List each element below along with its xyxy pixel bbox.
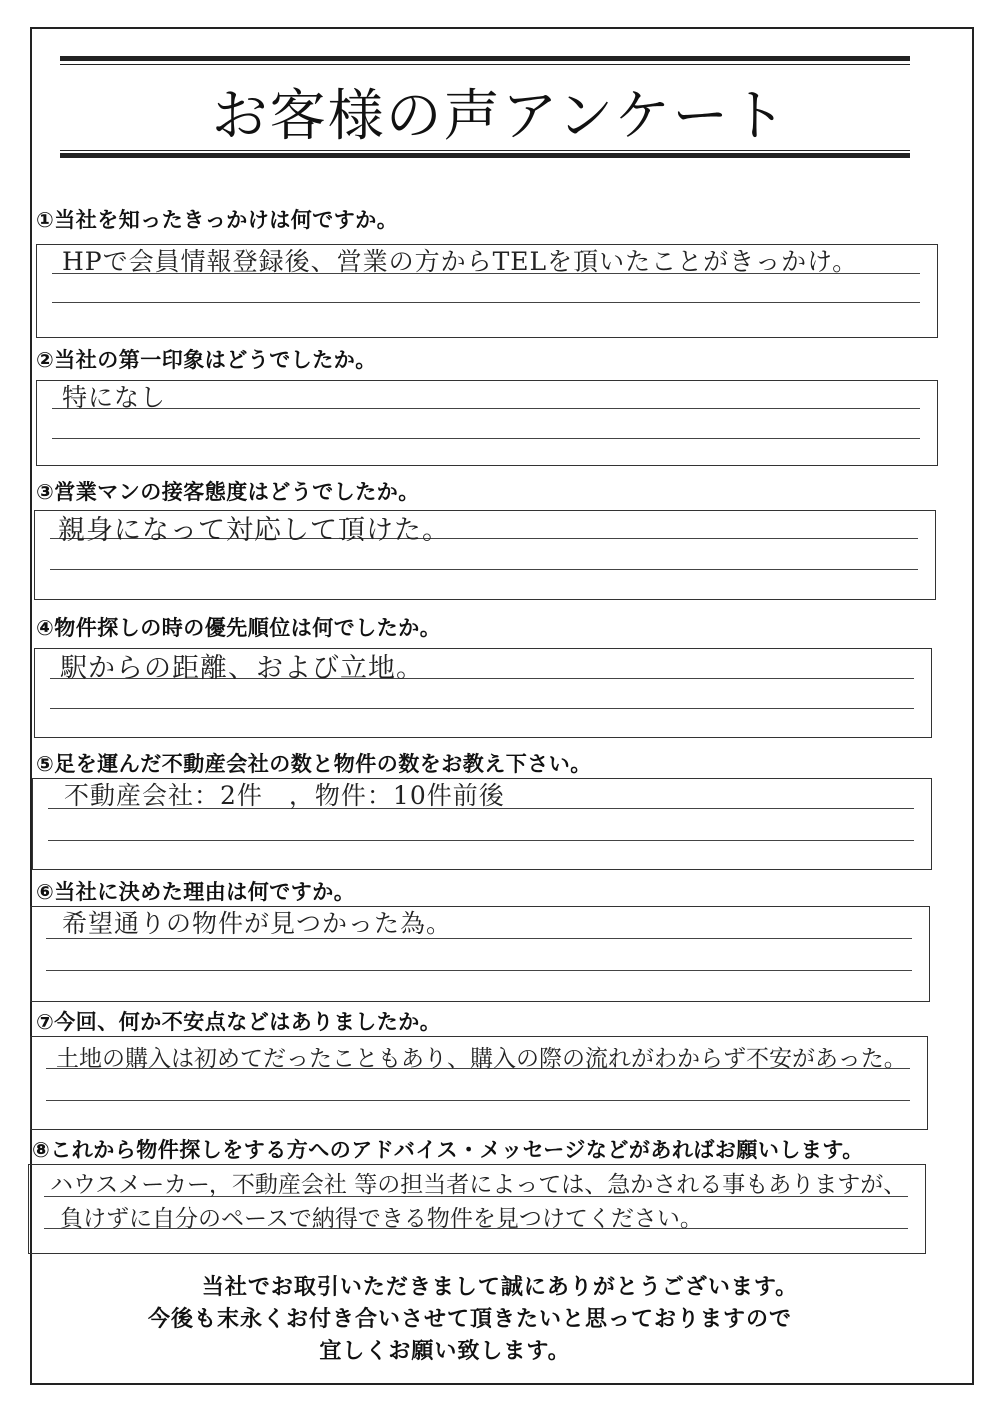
answer-rule	[52, 408, 920, 409]
answer-rule	[52, 302, 920, 303]
answer-rule	[50, 569, 918, 570]
question-6-label: ⑥当社に決めた理由は何ですか。	[36, 880, 356, 904]
answer-4-text: 駅からの距離、および立地。	[60, 653, 424, 684]
answer-6-text: 希望通りの物件が見つかった為。	[62, 909, 453, 938]
answer-rule	[48, 840, 914, 841]
question-4-label: ④物件探しの時の優先順位は何でしたか。	[36, 616, 442, 640]
question-5-label: ⑤足を運んだ不動産会社の数と物件の数をお教え下さい。	[36, 752, 592, 776]
answer-rule	[52, 438, 920, 439]
question-2-label: ②当社の第一印象はどうでしたか。	[36, 348, 377, 372]
answer-rule	[46, 970, 912, 971]
question-3-label: ③営業マンの接客態度はどうでしたか。	[36, 480, 420, 504]
title-rule-top	[60, 56, 910, 61]
title-rule-bottom	[60, 153, 910, 158]
title-rule-bottom-thin	[60, 150, 910, 151]
question-8-label: ⑧これから物件探しをする方へのアドバイス・メッセージなどがあればお願いします。	[32, 1138, 864, 1162]
closing-line-1: 当社でお取引いただきまして誠にありがとうございます。	[201, 1275, 799, 1300]
answer-1-text: HPで会員情報登録後、営業の方からTELを頂いたことがきっかけ。	[62, 247, 859, 276]
answer-8-text-line-2: 負けずに自分のペースで納得できる物件を見つけてください。	[60, 1206, 703, 1232]
question-1-label: ①当社を知ったきっかけは何ですか。	[36, 208, 399, 232]
page-title: お客様の声アンケート	[211, 84, 789, 149]
closing-line-3: 宜しくお願い致します。	[319, 1339, 571, 1364]
answer-rule	[50, 708, 914, 709]
answer-5-text: 不動産会社：2件 ，物件：10件前後	[64, 781, 505, 810]
answer-8-text-line-1: ハウスメーカー，不動産会社 等の担当者によっては、急かされる事もありますが、	[50, 1172, 907, 1198]
answer-2-text: 特になし	[62, 383, 167, 412]
answer-box-2	[36, 380, 938, 466]
answer-rule	[46, 1100, 910, 1101]
question-7-label: ⑦今回、何か不安点などはありましたか。	[36, 1010, 442, 1034]
title-rule-top-thin	[60, 64, 910, 65]
closing-line-2: 今後も末永くお付き合いさせて頂きたいと思っておりますので	[147, 1307, 792, 1332]
answer-3-text: 親身になって対応して頂けた。	[58, 515, 450, 546]
answer-7-text: 土地の購入は初めてだったこともあり、購入の際の流れがわからず不安があった。	[56, 1046, 907, 1072]
